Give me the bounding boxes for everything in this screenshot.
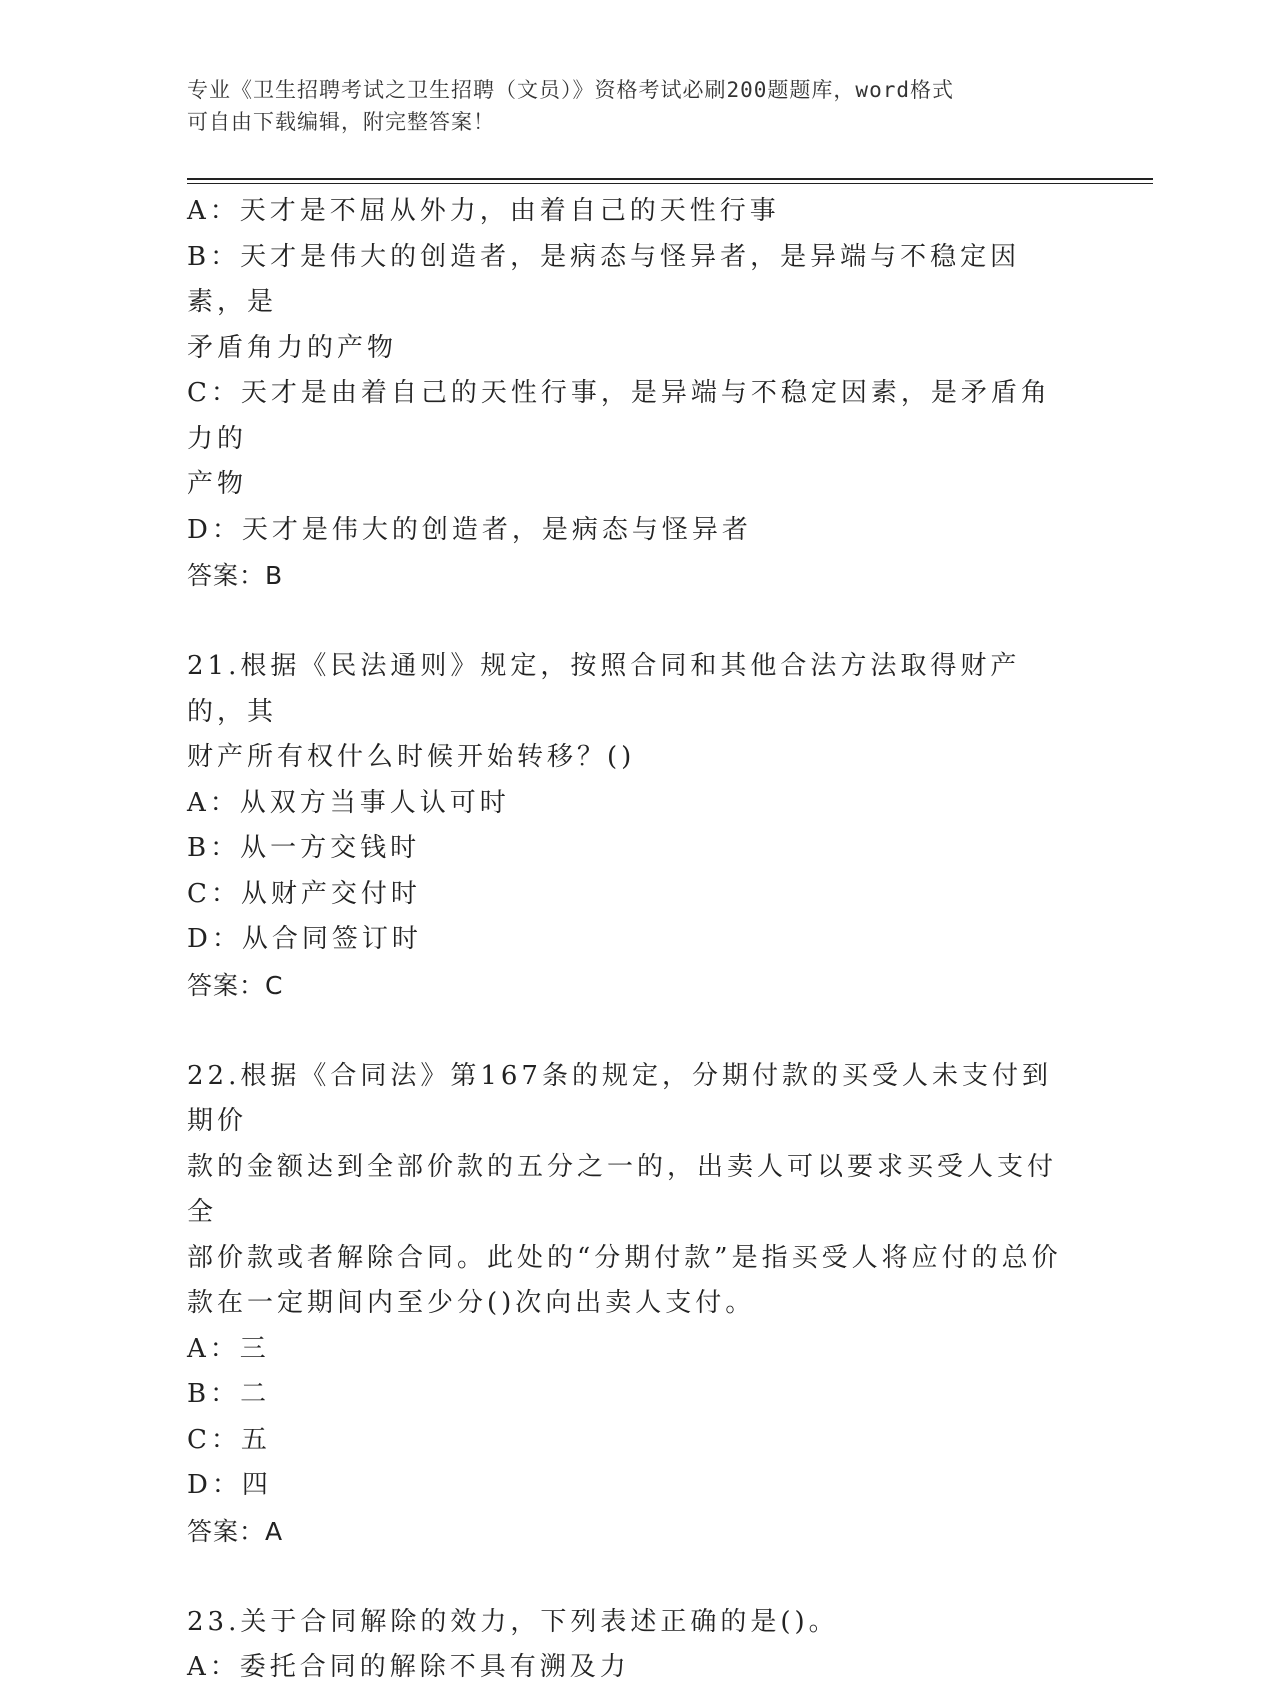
option-text-line: B：天才是伟大的创造者，是病态与怪异者，是异端与不稳定因素，是 — [187, 241, 1021, 317]
option-text-line: 产物 — [187, 469, 248, 499]
question-text-line: 22.根据《合同法》第167条的规定，分期付款的买受人未支付到期价 — [187, 1060, 1052, 1136]
answer-line: 答案：A — [187, 1516, 284, 1546]
question-block — [187, 1600, 1077, 1691]
question-text-line: 21.根据《民法通则》规定，按照合同和其他合法方法取得财产的，其 — [187, 651, 1021, 727]
header-title-line: 专业《卫生招聘考试之卫生招聘（文员）》资格考试必刷200题题库，word格式 — [187, 78, 954, 102]
document-header — [187, 74, 1087, 138]
option-text-line: D：天才是伟大的创造者，是病态与怪异者 — [187, 514, 752, 545]
question-text-line: 部价款或者解除合同。此处的“分期付款”是指买受人将应付的总价 — [187, 1242, 1062, 1273]
question-list — [187, 189, 1077, 1691]
option-b: B：二 — [187, 1379, 271, 1409]
option-c — [187, 371, 1077, 508]
option-a: A：三 — [187, 1333, 270, 1364]
question-text-line: 款的金额达到全部价款的五分之一的，出卖人可以要求买受人支付全 — [187, 1151, 1058, 1227]
option-a — [187, 189, 1077, 235]
option-c: C：五 — [187, 1424, 271, 1455]
header-subtitle-line: 可自由下载编辑，附完整答案！ — [187, 110, 495, 134]
option-text-line: 矛盾角力的产物 — [187, 332, 398, 363]
answer-line: 答案：C — [187, 970, 284, 1000]
option-text-line: C：天才是由着自己的天性行事，是异端与不稳定因素，是矛盾角力的 — [187, 378, 1051, 454]
header-rule-thick — [187, 178, 1153, 180]
option-d: D：四 — [187, 1470, 272, 1500]
question-text — [187, 1054, 1077, 1327]
question-text-line: 财产所有权什么时候开始转移？() — [187, 742, 636, 772]
answer-line: 答案：B — [187, 561, 284, 590]
question-text — [187, 1600, 1077, 1646]
option-d — [187, 508, 1077, 554]
option-text-line: A：天才是不屈从外力，由着自己的天性行事 — [187, 196, 780, 226]
question-text-line: 款在一定期间内至少分()次向出卖人支付。 — [187, 1288, 756, 1318]
option-a: A：从双方当事人认可时 — [187, 787, 510, 818]
question-block — [187, 189, 1077, 599]
option-b — [187, 235, 1077, 372]
question-block — [187, 644, 1077, 1008]
option-a: A：委托合同的解除不具有溯及力 — [187, 1652, 630, 1682]
option-b: B：从一方交钱时 — [187, 833, 421, 863]
header-rule-thin — [187, 183, 1153, 184]
option-c: C：从财产交付时 — [187, 878, 421, 909]
question-text — [187, 644, 1077, 781]
option-d: D：从合同签订时 — [187, 924, 422, 954]
question-block — [187, 1054, 1077, 1555]
question-text-line: 23.关于合同解除的效力，下列表述正确的是()。 — [187, 1606, 839, 1637]
